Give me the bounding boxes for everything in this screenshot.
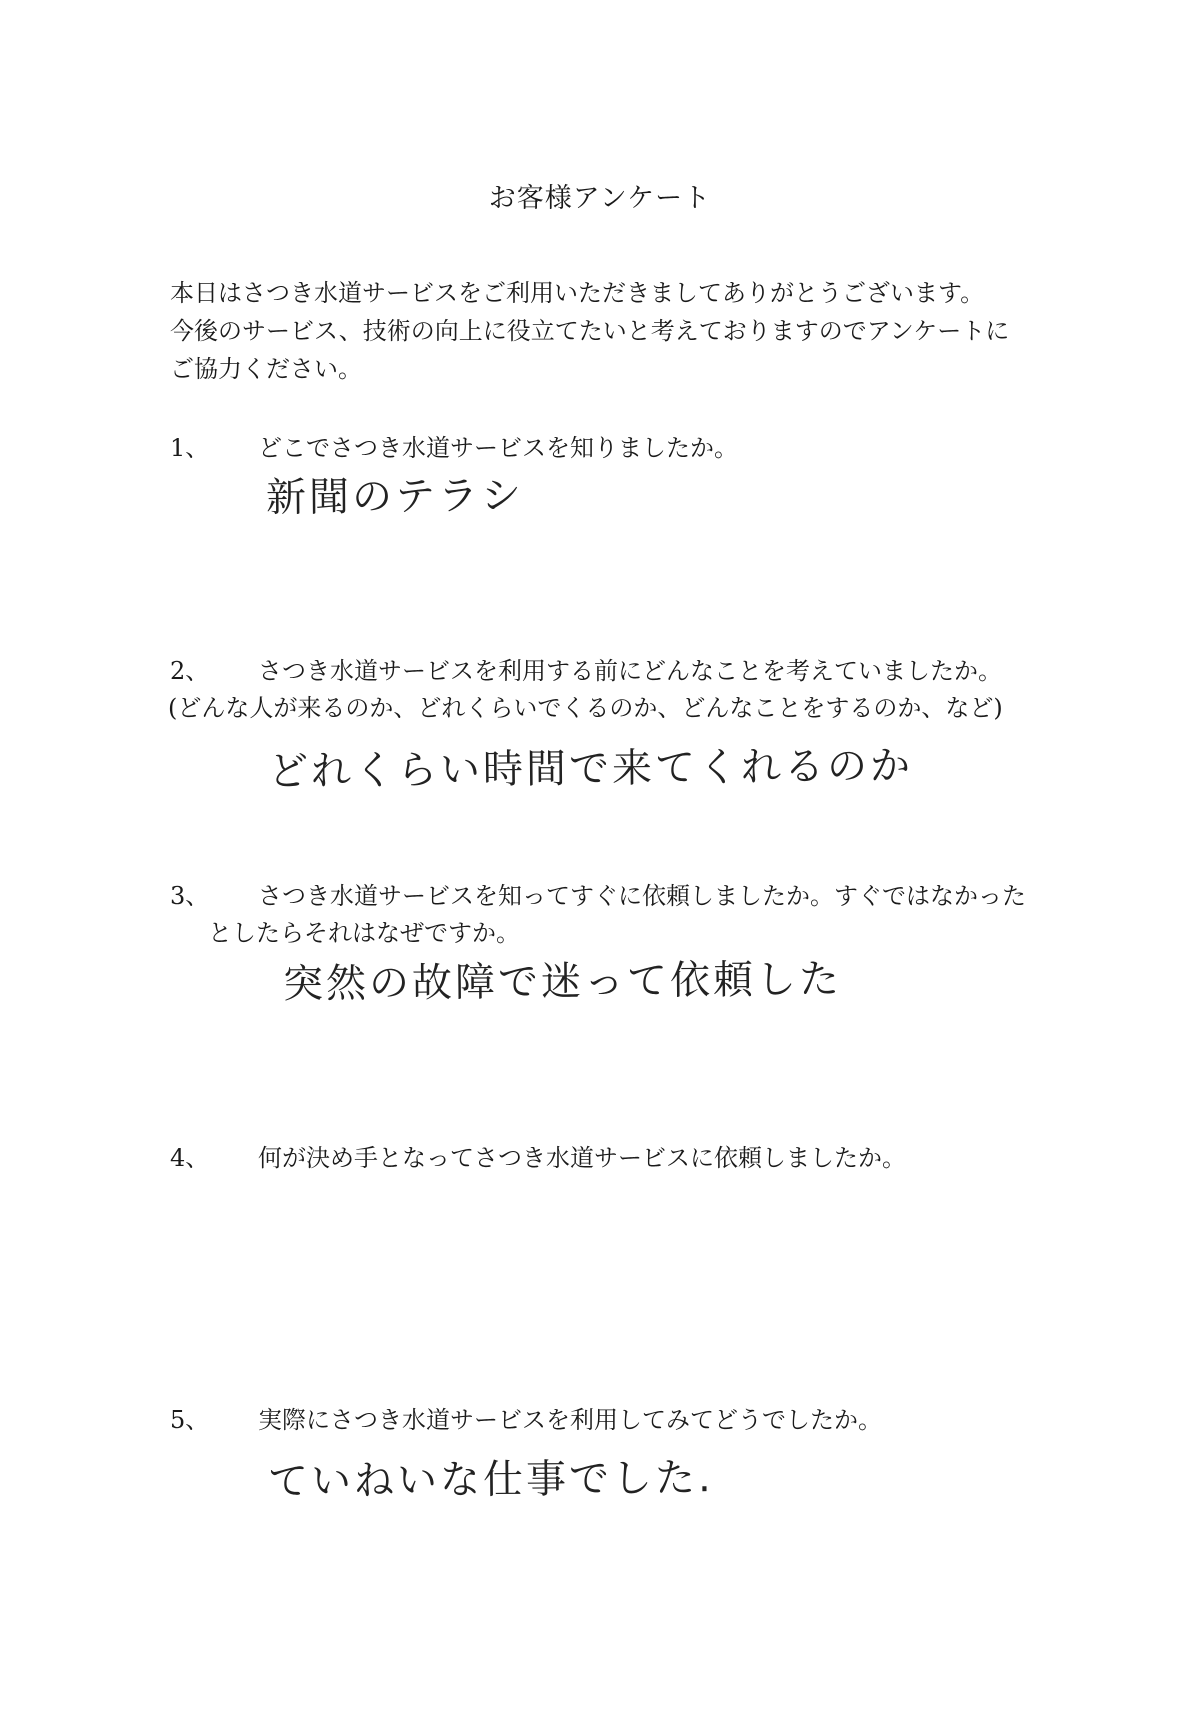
question-2-text: さつき水道サービスを利用する前にどんなことを考えていましたか。 — [258, 657, 1002, 685]
question-5-text: 実際にさつき水道サービスを利用してみてどうでしたか。 — [258, 1406, 882, 1434]
question-4-number: 4、 — [170, 1144, 210, 1172]
question-1-number: 1、 — [170, 434, 210, 462]
intro-line: ご協力ください。 — [170, 355, 362, 383]
question-2-number: 2、 — [170, 657, 210, 685]
question-5-answer: ていねいな仕事でした. — [267, 1455, 714, 1505]
question-3-number: 3、 — [170, 882, 210, 910]
question-5-number: 5、 — [170, 1406, 210, 1434]
intro-line: 本日はさつき水道サービスをご利用いただきましてありがとうございます。 — [170, 279, 985, 307]
question-3-answer: 突然の故障で迷って依頼した — [282, 956, 843, 1008]
intro-text — [170, 274, 1070, 388]
question-3-subtext: としたらそれはなぜですか。 — [208, 919, 520, 947]
question-2-subtext: (どんな人が来るのか、どれくらいでくるのか、どんなことをするのか、など) — [168, 694, 1003, 722]
question-4-text: 何が決め手となってさつき水道サービスに依頼しましたか。 — [258, 1144, 906, 1172]
page-title: お客様アンケート — [488, 183, 712, 214]
intro-line: 今後のサービス、技術の向上に役立てたいと考えておりますのでアンケートに — [170, 317, 1010, 345]
question-2-answer: どれくらい時間で来てくれるのか — [267, 743, 914, 795]
question-1-text: どこでさつき水道サービスを知りましたか。 — [258, 434, 738, 462]
question-1-answer: 新聞のテラシ — [265, 472, 525, 522]
question-3-text: さつき水道サービスを知ってすぐに依頼しましたか。すぐではなかった — [258, 882, 1026, 910]
